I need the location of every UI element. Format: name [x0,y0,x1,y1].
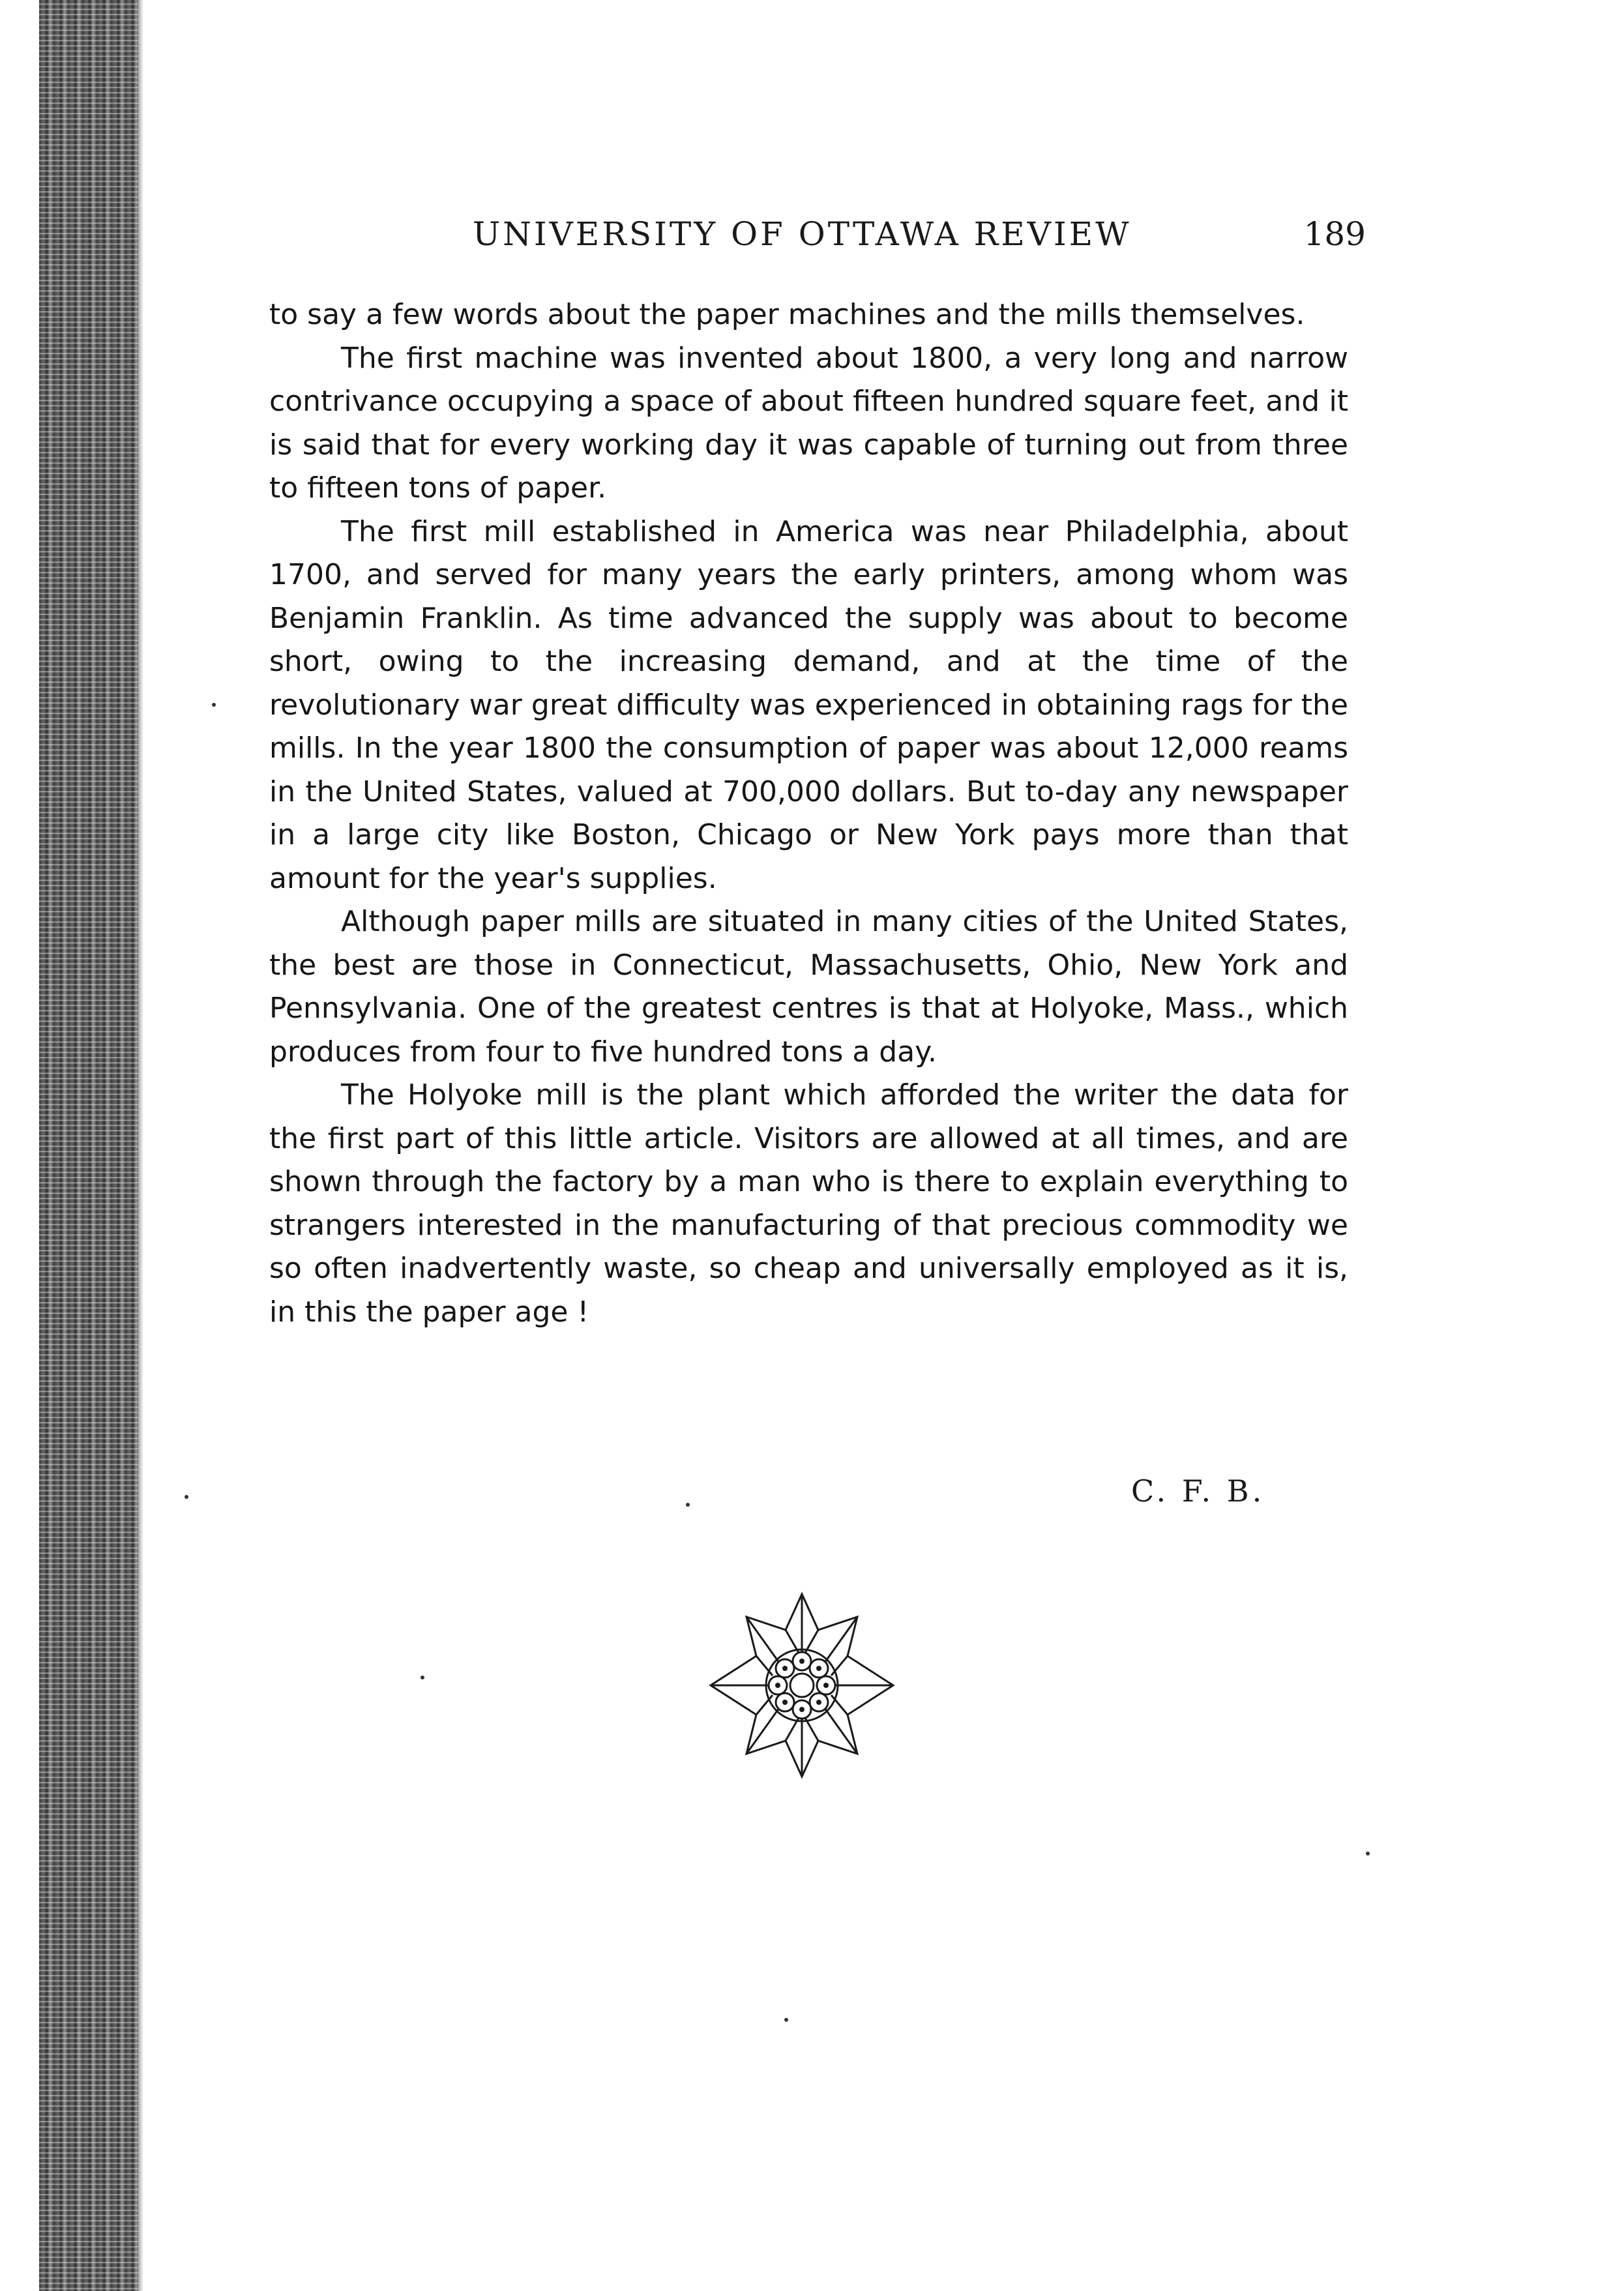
article-body [269,293,1348,1334]
author-signature: C. F. B. [1131,1473,1265,1509]
center-circle [790,1674,814,1697]
ink-speck [784,2018,788,2022]
ink-speck [421,1676,424,1679]
paragraph-holyoke-mill: The Holyoke mill is the plant which afforded the writer the data for the first part of this little article. Visitors are allowed at all times, and are shown through the factory by a man who is there to explain everything to strangers interested in the manufacturing of that precious commodity we so often inadvertently waste, so cheap and universally employed as it is, in this the paper age ! [269,1078,1348,1329]
book-binding-shadow [39,0,138,2291]
ink-speck [212,703,216,707]
ink-speck [1366,1852,1370,1855]
page-header [271,215,1366,267]
petal-lines [711,1594,893,1777]
paragraph-first-machine: The first machine was invented about 1800, a very long and narrow contrivance occupying a space of about fifteen hundred square feet, and it is said that for every working day it was capable of turning out from three to fifteen tons of paper. [269,341,1348,505]
rosette-ornament-icon [707,1591,896,1780]
paragraph-first-mill: The first mill established in America was near Philadelphia, about 1700, and served for many years the early printers, among whom was Benjamin Franklin. As time advanced the supply was about to become short, owing to the increasing demand, and at the time of the revolutionary war great difficulty was experienced in obtaining rags for the mills. In the year 1800 the consumption of paper was about 12,000 reams in the United States, valued at 700,000 dollars. But to-day any newspaper in a large city like Boston, Chicago or New York pays more than that amount for the year's supplies. [269,514,1348,895]
binding-edge [138,0,143,2291]
paragraph-continuation: to say a few words about the paper machines and the mills themselves. [269,298,1305,331]
paragraph-mill-locations: Although paper mills are situated in many cities of the United States, the best are those in Connecticut, Massachusetts, Ohio, New York and Pennsylvania. One of the greatest centres is that at Holyoke, Mass., which produces from four to five hundred tons a day. [269,905,1348,1069]
page-number: 189 [1303,215,1366,253]
running-head: UNIVERSITY OF OTTAWA REVIEW [473,215,1132,253]
ink-speck [686,1503,690,1507]
seed-dots [775,1659,829,1712]
ink-speck [185,1495,188,1499]
